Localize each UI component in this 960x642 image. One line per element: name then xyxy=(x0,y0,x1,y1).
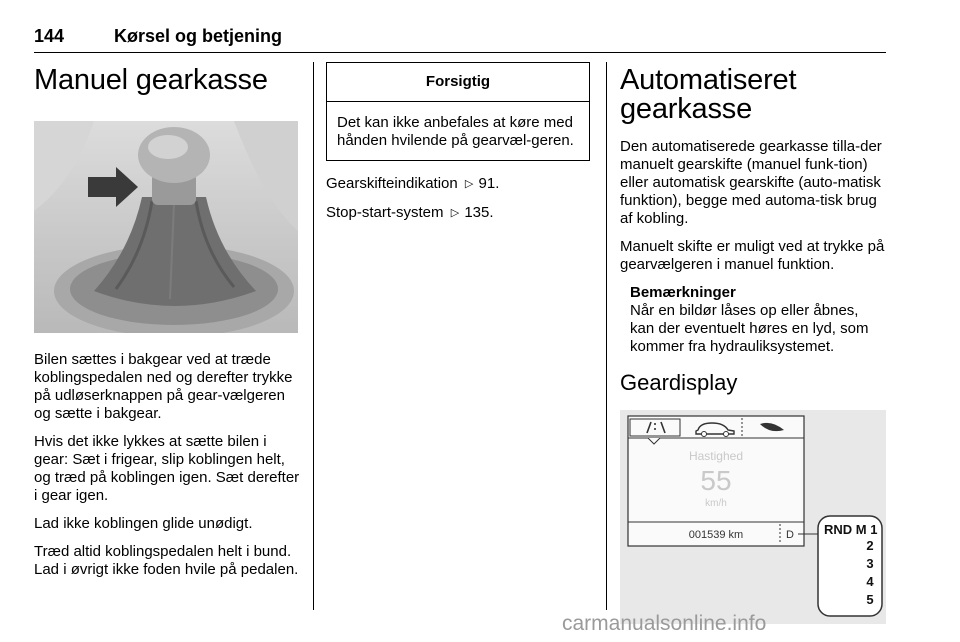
gear-display-illustration xyxy=(620,410,886,624)
reference-page: 91. xyxy=(478,175,500,192)
page-number: 144 xyxy=(34,26,65,46)
note-block xyxy=(620,284,886,356)
speed-value: 55 xyxy=(700,465,732,496)
note-text: Når en bildør låses op eller åbnes, kan der eventuelt høres en lyd, som kommer fra hydrauliksystemet. xyxy=(630,302,869,355)
cross-reference[interactable] xyxy=(326,175,592,194)
caution-box xyxy=(326,62,590,161)
current-gear: D xyxy=(786,529,794,541)
gear-lever-photo xyxy=(34,121,298,333)
subheading: Geardisplay xyxy=(620,370,738,395)
paragraph: Hvis det ikke lykkes at sætte bilen i gear: Sæt i frigear, slip koblingen helt, og træd på koblingen igen. Sæt derefter i gear igen. xyxy=(34,433,300,504)
automated-gearbox-section xyxy=(620,62,886,624)
speed-unit: km/h xyxy=(705,498,727,509)
caution-text: Det kan ikke anbefales at køre med hånden hvilende på gearvæl-geren. xyxy=(337,114,574,149)
caution-heading: Forsigtig xyxy=(327,63,589,102)
note-heading: Bemærkninger xyxy=(630,284,736,301)
paragraph: Lad ikke koblingen glide unødigt. xyxy=(34,515,253,532)
paragraph: Manuelt skifte er muligt ved at trykke på gearvælgeren i manuel funktion. xyxy=(620,238,885,273)
page-header xyxy=(34,22,886,53)
manual-gearbox-section xyxy=(34,62,300,589)
section-heading: Manuel gearkasse xyxy=(34,64,268,96)
reference-arrow-icon: ▷ xyxy=(450,207,460,219)
paragraph: Træd altid koblingspedalen helt i bund. Lad i øvrigt ikke foden hvile på pedalen. xyxy=(34,543,299,578)
gear-position: 4 xyxy=(866,574,874,589)
paragraph: Den automatiserede gearkasse tilla-der manuelt gearskifte (manuel funk-tion) eller automatisk gearskifte (auto-matisk funktion), begge med automa-tisk brug af kobling. xyxy=(620,138,882,227)
caution-section xyxy=(326,62,592,233)
section-heading xyxy=(620,66,886,124)
odometer: 001539 km xyxy=(688,529,744,541)
heading-line: gearkasse xyxy=(620,93,752,125)
gear-row: RND M 1 xyxy=(824,522,878,537)
paragraph: Bilen sættes i bakgear ved at træde koblingspedalen ned og derefter trykke på udløserknappen på gear-vælgeren og sætte i bakgear. xyxy=(34,351,293,422)
column-divider xyxy=(606,62,607,610)
column-divider xyxy=(313,62,314,610)
reference-label: Gearskifteindikation xyxy=(326,175,458,192)
gear-position: 2 xyxy=(866,538,874,553)
watermark: carmanualsonline.info xyxy=(562,612,767,635)
speed-label: Hastighed xyxy=(688,449,744,463)
reference-page: 135. xyxy=(464,204,494,221)
gear-position: 3 xyxy=(866,556,874,571)
gear-position: 5 xyxy=(866,592,874,607)
reference-label: Stop-start-system xyxy=(326,204,444,221)
section-title: Kørsel og betjening xyxy=(114,26,283,46)
heading-line: Automatiseret xyxy=(620,64,797,96)
reference-arrow-icon: ▷ xyxy=(464,178,474,190)
cross-reference[interactable] xyxy=(326,204,592,223)
